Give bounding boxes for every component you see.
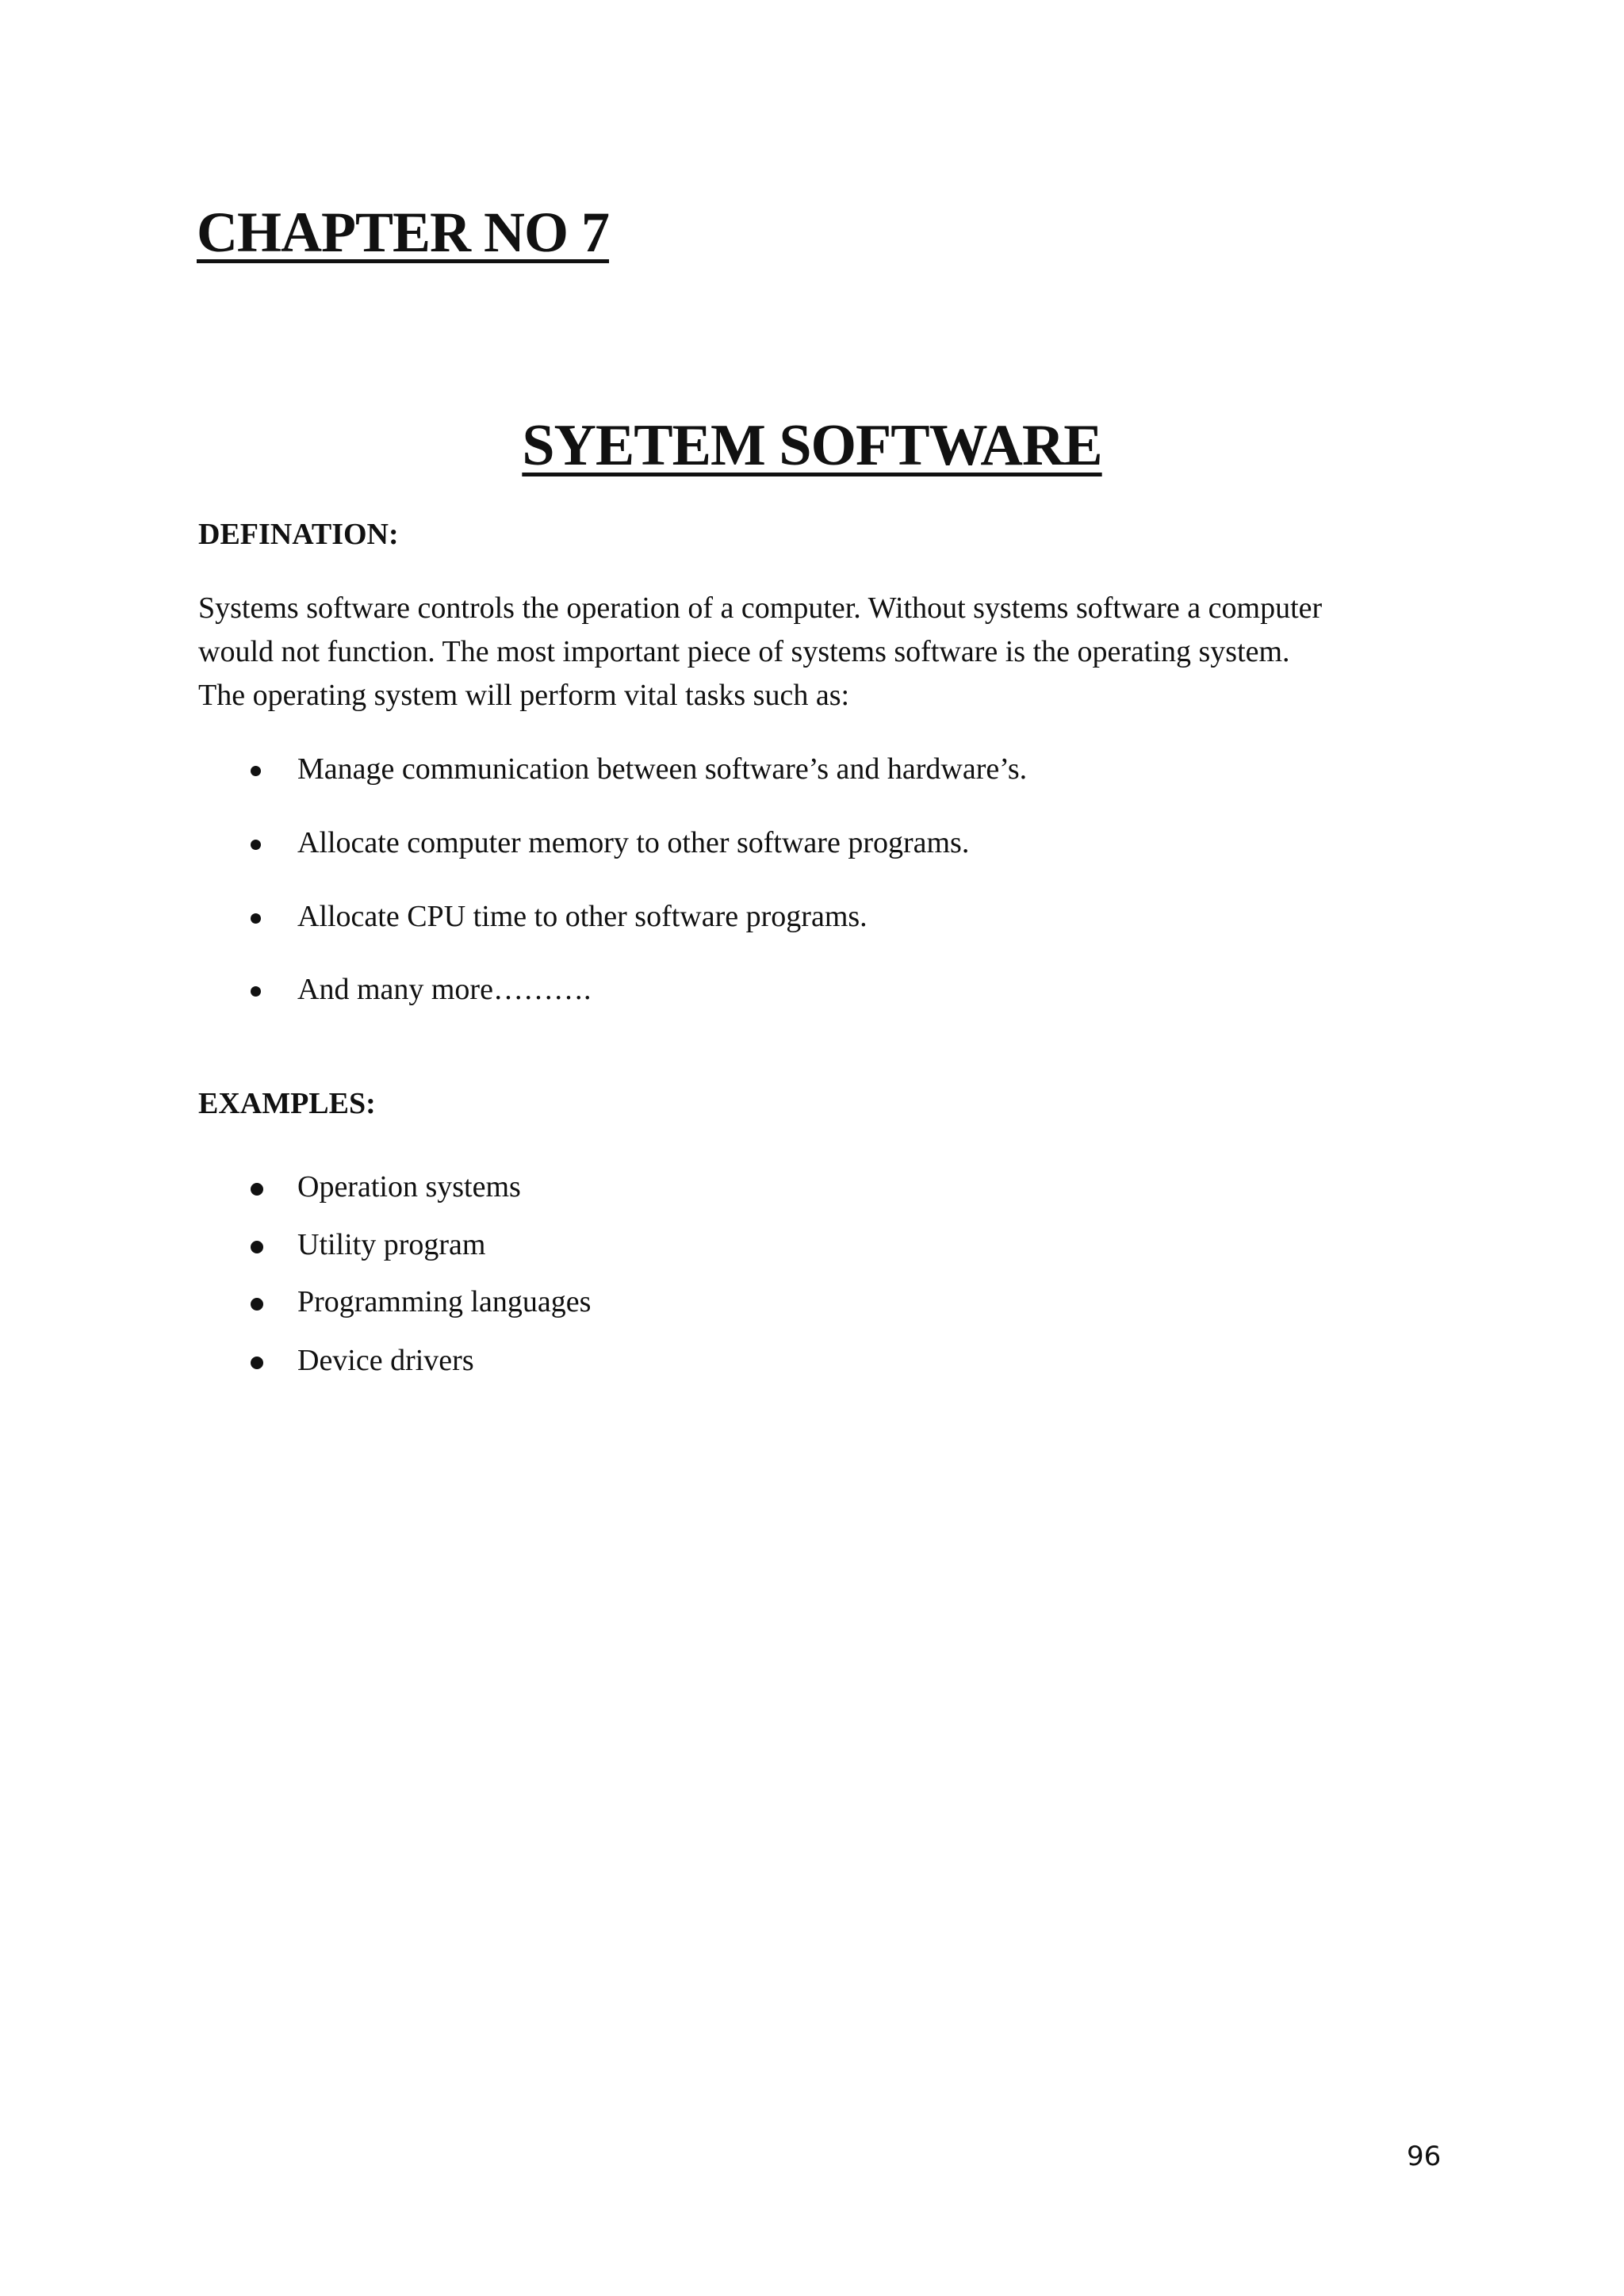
list-item-text: Manage communication between software’s and hardware’s. <box>297 752 1028 786</box>
bullet-icon <box>251 1241 263 1253</box>
bullet-icon <box>251 840 261 850</box>
list-item-text: Programming languages <box>297 1285 592 1318</box>
page-number: 96 <box>1407 2141 1442 2172</box>
chapter-title: CHAPTER NO 7 <box>197 201 610 264</box>
list-item-text: Allocate CPU time to other software programs. <box>297 900 868 933</box>
bullet-icon <box>251 913 261 924</box>
list-item-text: Allocate computer memory to other software programs. <box>297 826 970 859</box>
definition-line: Systems software controls the operation of a computer. Without systems software a computer <box>198 591 1323 625</box>
definition-line: The operating system will perform vital tasks such as: <box>198 679 850 712</box>
list-item-text: Operation systems <box>297 1170 521 1203</box>
bullet-icon <box>251 1357 263 1369</box>
list-item-text: And many more………. <box>297 973 592 1006</box>
list-item-text: Utility program <box>297 1228 486 1261</box>
bullet-icon <box>251 1298 263 1311</box>
definition-paragraph <box>198 587 1435 718</box>
bullet-icon <box>251 986 261 997</box>
definition-line: would not function. The most important piece of systems software is the operating system. <box>198 635 1290 668</box>
examples-heading: EXAMPLES: <box>198 1087 376 1120</box>
bullet-icon <box>251 1183 263 1196</box>
definition-heading: DEFINATION: <box>198 518 399 551</box>
list-item-text: Device drivers <box>297 1344 474 1377</box>
bullet-icon <box>251 766 261 776</box>
section-title: SYETEM SOFTWARE <box>522 413 1102 478</box>
